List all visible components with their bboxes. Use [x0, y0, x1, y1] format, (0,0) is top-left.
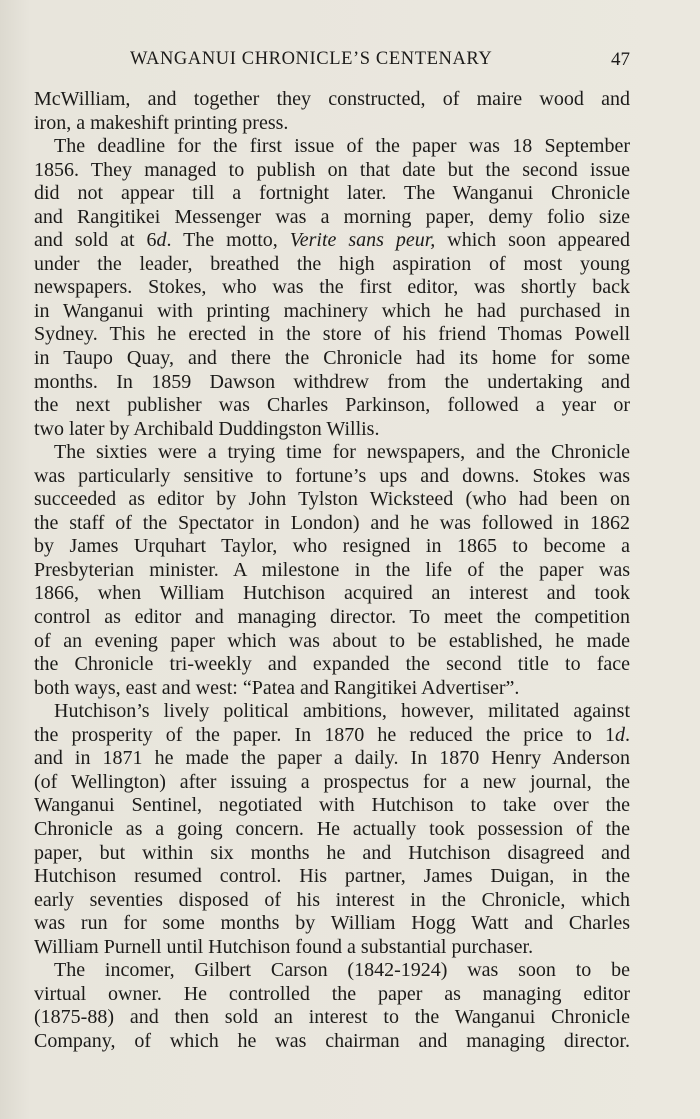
text-line: paper, but within six months he and Hutchison disagreed and [34, 841, 630, 864]
body-text [34, 88, 630, 1053]
text-line: Hutchison’s lively political ambitions, however, militated against [54, 700, 630, 723]
running-header [34, 49, 630, 75]
text-line: the staff of the Spectator in London) and he was followed in 1862 [34, 511, 630, 534]
text-line: control as editor and managing director. To meet the competition [34, 606, 630, 629]
text-line: Wanganui Sentinel, negotiated with Hutchison to take over the [34, 794, 630, 817]
text-line: by James Urquhart Taylor, who resigned in 1865 to become a [34, 535, 630, 558]
page-number: 47 [611, 49, 630, 70]
text-line: months. In 1859 Dawson withdrew from the undertaking and [34, 370, 630, 393]
text-fragment: and sold at 6 [34, 229, 157, 252]
text-line: Company, of which he was chairman and managing director. [34, 1029, 630, 1052]
text-line: McWilliam, and together they constructed, of maire wood and [34, 88, 630, 110]
text-line: Presbyterian minister. A milestone in the life of the paper was [34, 558, 630, 581]
text-line: the next publisher was Charles Parkinson, followed a year or [34, 394, 630, 417]
text-line: virtual owner. He controlled the paper as managing editor [34, 982, 630, 1005]
text-line [34, 724, 630, 748]
text-line: (1875-88) and then sold an interest to the Wanganui Chronicle [34, 1006, 630, 1029]
text-line: two later by Archibald Duddingston Willis. [34, 417, 380, 440]
motto-italic: Verite sans peur, [289, 229, 436, 252]
text-line: did not appear till a fortnight later. The Wanganui Chronicle [34, 182, 630, 205]
text-line: in Wanganui with printing machinery which he had purchased in [34, 299, 630, 322]
text-line: and in 1871 he made the paper a daily. In 1870 Henry Anderson [34, 747, 630, 770]
text-fragment: . The motto, [166, 229, 290, 252]
text-line: early seventies disposed of his interest in the Chronicle, which [34, 888, 630, 911]
text-line: and Rangitikei Messenger was a morning paper, demy folio size [34, 205, 630, 228]
text-line: the Chronicle tri-weekly and expanded the second title to face [34, 653, 630, 676]
text-line: was particularly sensitive to fortune’s ups and downs. Stokes was [34, 464, 630, 487]
text-line [34, 229, 630, 253]
text-line: Hutchison resumed control. His partner, James Duigan, in the [34, 865, 630, 888]
text-line: newspapers. Stokes, who was the first editor, was shortly back [34, 276, 630, 299]
text-line: succeeded as editor by John Tylston Wicksteed (who had been on [34, 488, 630, 511]
text-line: in Taupo Quay, and there the Chronicle had its home for some [34, 347, 630, 370]
text-line: The sixties were a trying time for newspapers, and the Chronicle [54, 441, 630, 464]
text-line: (of Wellington) after issuing a prospectus for a new journal, the [34, 770, 630, 793]
text-line: both ways, east and west: “Patea and Rangitikei Advertiser”. [34, 676, 520, 699]
text-line: The incomer, Gilbert Carson (1842-1924) was soon to be [54, 959, 630, 982]
text-line: under the leader, breathed the high aspiration of most young [34, 252, 630, 275]
running-title: WANGANUI CHRONICLE’S CENTENARY [130, 49, 493, 69]
text-line: 1866, when William Hutchison acquired an interest and took [34, 582, 630, 605]
text-line: William Purnell until Hutchison found a substantial purchaser. [34, 935, 534, 958]
text-line: Chronicle as a going concern. He actually took possession of the [34, 817, 630, 840]
text-line: Sydney. This he erected in the store of his friend Thomas Powell [34, 323, 630, 346]
text-line: was run for some months by William Hogg Watt and Charles [34, 912, 630, 935]
italic-fragment: d [156, 229, 167, 252]
italic-fragment: d [615, 723, 625, 746]
text-line: The deadline for the first issue of the paper was 18 September [54, 135, 630, 158]
text-line: of an evening paper which was about to be established, he made [34, 629, 630, 652]
text-fragment: . [625, 723, 630, 746]
text-fragment: the prosperity of the paper. In 1870 he reduced the price to 1 [34, 723, 615, 746]
text-line: iron, a makeshift printing press. [34, 111, 289, 134]
text-line: 1856. They managed to publish on that date but the second issue [34, 158, 630, 181]
text-fragment: which soon appeared [435, 229, 630, 252]
